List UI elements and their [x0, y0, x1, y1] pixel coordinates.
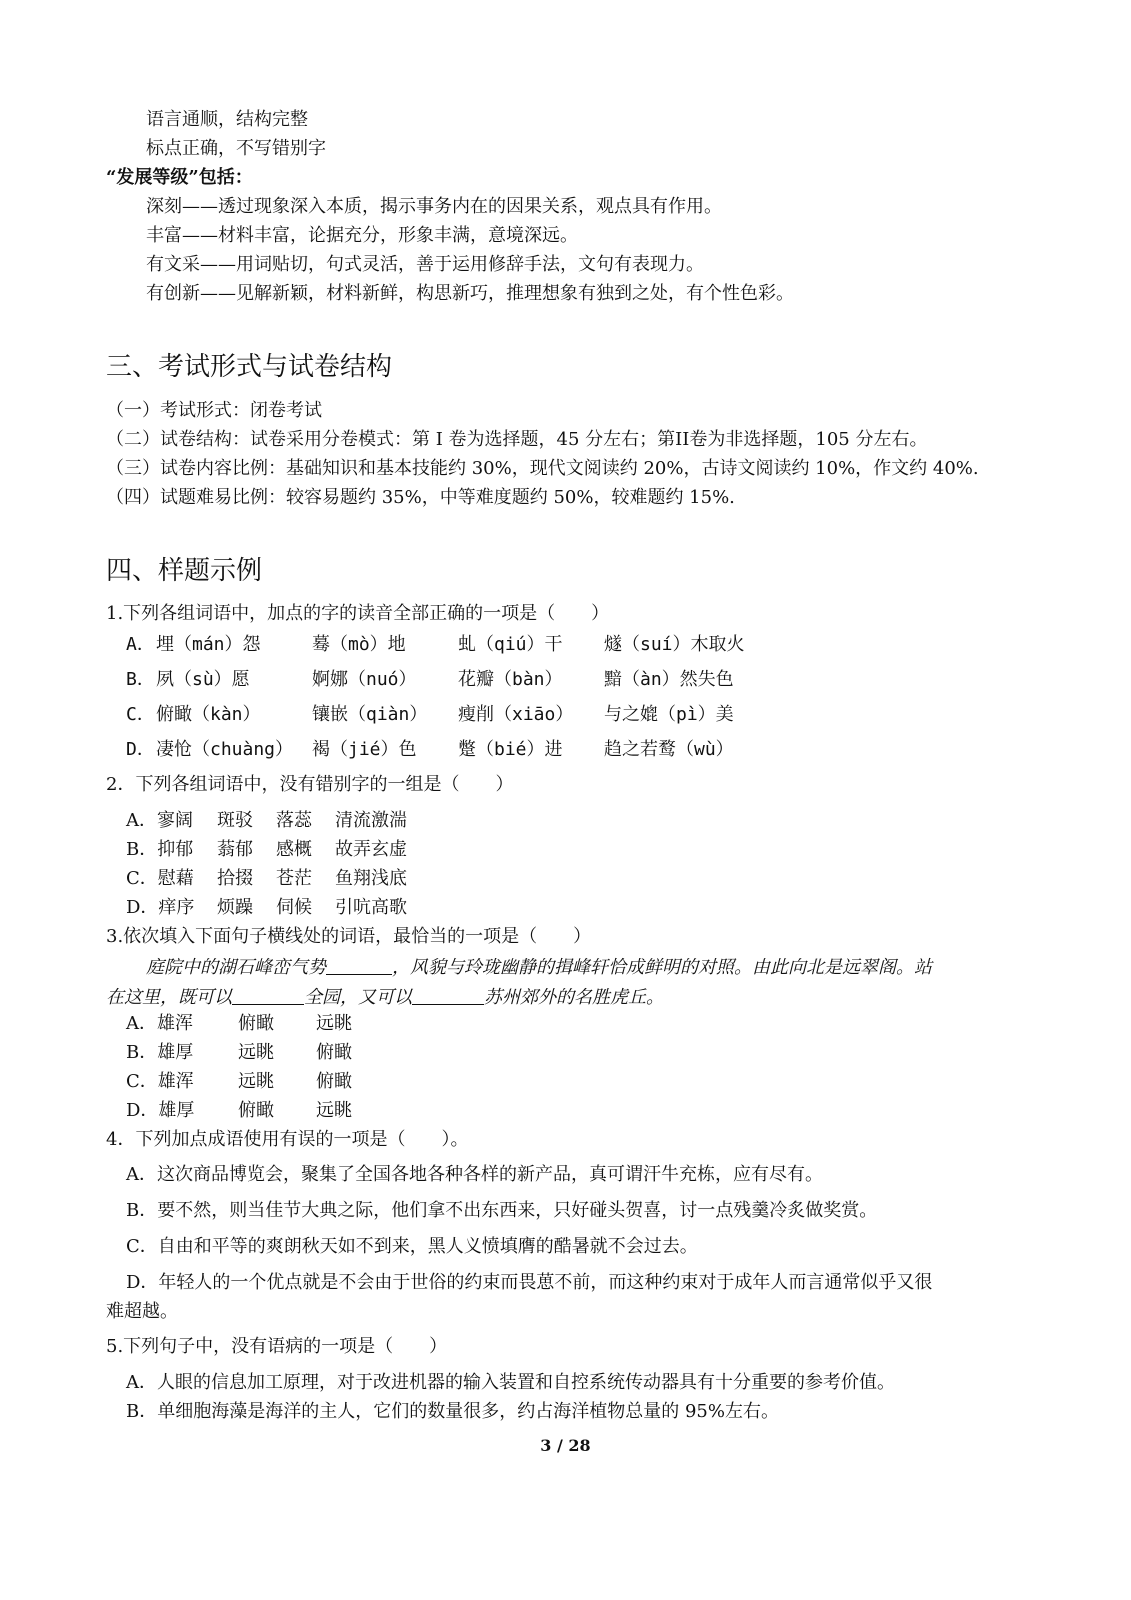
q1-word: 燧（suí）木取火 [604, 634, 745, 655]
q3-word: 远眺 [238, 1071, 274, 1092]
q2-word: 蓊郁 [217, 839, 253, 860]
q2-word: 鱼翔浅底 [335, 868, 407, 889]
q3-word: 俯瞰 [316, 1042, 352, 1063]
exam-structure-item: （二）试卷结构：试卷采用分卷模式：第 I 卷为选择题，45 分左右；第II卷为非选择题，105 分左右。 [106, 429, 928, 450]
q1-word: 趋之若鹜（wù） [604, 739, 734, 760]
passage-text: ，风貌与玲珑幽静的揖峰轩恰成鲜明的对照。由此向北是远翠阁。站 [392, 957, 932, 978]
question-4-stem: 4．下列加点成语使用有误的一项是（ ）。 [106, 1129, 469, 1150]
exam-form-item: （一）考试形式：闭卷考试 [106, 400, 322, 421]
q1-option-letter: D． [126, 739, 155, 760]
q2-word: 故弄玄虚 [335, 839, 407, 860]
q3-word: 远眺 [316, 1100, 352, 1121]
q1-word: 夙（sù）愿 [156, 669, 250, 690]
q1-word: 蓦（mò）地 [312, 634, 406, 655]
q1-word: 镶嵌（qiàn） [312, 704, 428, 725]
q3-word: 远眺 [238, 1042, 274, 1063]
q1-word: 蹩（bié）进 [458, 739, 563, 760]
q3-word: 远眺 [316, 1013, 352, 1034]
passage-text: 庭院中的湖石峰峦气势 [146, 957, 326, 978]
difficulty-ratio-item: （四）试题难易比例：较容易题约 35%，中等难度题约 50%，较难题约 15%. [106, 487, 735, 508]
criteria-line-1: 语言通顺，结构完整 [146, 109, 308, 130]
q1-option-letter: B． [126, 669, 155, 690]
q4-option-b: B．要不然，则当佳节大典之际，他们拿不出东西来，只好碰头贺喜，讨一点残羹冷炙做奖赏。 [126, 1200, 878, 1221]
q4-option-c: C．自由和平等的爽朗秋天如不到来，黑人义愤填膺的酷暑就不会过去。 [126, 1236, 698, 1257]
q3-option: C．雄浑 [126, 1071, 194, 1092]
q1-word: 褐（jié）色 [312, 739, 417, 760]
q4-option-d-line-2: 难超越。 [106, 1301, 178, 1322]
q4-option-d-line-1: D．年轻人的一个优点就是不会由于世俗的约束而畏葸不前，而这种约束对于成年人而言通常似乎又很 [126, 1272, 933, 1293]
q2-word: 清流激湍 [335, 810, 407, 831]
q1-word: 瘦削（xiāo） [458, 704, 574, 725]
q1-word: 俯瞰（kàn） [156, 704, 261, 725]
q1-word: 凄怆（chuàng） [156, 739, 294, 760]
q1-word: 花瓣（bàn） [458, 669, 563, 690]
development-item-richness: 丰富——材料丰富，论据充分，形象丰满，意境深远。 [146, 225, 578, 246]
q1-word: 埋（mán）怨 [156, 634, 261, 655]
q5-option-a: A．人眼的信息加工原理，对于改进机器的输入装置和自控系统传动器具有十分重要的参考价值。 [126, 1372, 895, 1393]
section-4-heading: 四、样题示例 [106, 556, 263, 586]
q2-word: 拾掇 [217, 868, 253, 889]
q2-word: 苍茫 [276, 868, 312, 889]
q1-word: 与之媲（pì）美 [604, 704, 734, 725]
passage-text: 全园，又可以 [304, 987, 412, 1008]
question-1-stem: 1.下列各组词语中，加点的字的读音全部正确的一项是（ ） [106, 603, 610, 624]
section-3-heading: 三、考试形式与试卷结构 [106, 352, 393, 382]
q2-option: B．抑郁 [126, 839, 194, 860]
q1-option-letter: A． [126, 634, 155, 655]
q5-option-b: B．单细胞海藻是海洋的主人，它们的数量很多，约占海洋植物总量的 95%左右。 [126, 1401, 779, 1422]
q2-word: 落蕊 [276, 810, 312, 831]
q3-word: 俯瞰 [238, 1100, 274, 1121]
passage-text: 苏州郊外的名胜虎丘。 [484, 987, 664, 1008]
fill-blank-1 [326, 956, 392, 975]
q1-word: 虬（qiú）干 [458, 634, 563, 655]
q2-word: 引吭高歌 [335, 897, 407, 918]
q1-word: 婀娜（nuó） [312, 669, 417, 690]
development-item-innovation: 有创新——见解新颖，材料新鲜，构思新巧，推理想象有独到之处，有个性色彩。 [146, 283, 794, 304]
question-3-passage-line-1 [146, 955, 932, 981]
q3-option: A．雄浑 [126, 1013, 193, 1034]
q2-word: 伺候 [276, 897, 312, 918]
q2-option: C．慰藉 [126, 868, 194, 889]
development-level-title: “发展等级”包括： [106, 167, 253, 188]
question-3-stem: 3.依次填入下面句子横线处的词语，最恰当的一项是（ ） [106, 926, 592, 947]
q1-option-letter: C． [126, 704, 155, 725]
q3-word: 俯瞰 [238, 1013, 274, 1034]
q3-word: 俯瞰 [316, 1071, 352, 1092]
criteria-line-2: 标点正确，不写错别字 [146, 138, 326, 159]
fill-blank-3 [412, 986, 484, 1005]
question-2-stem: 2．下列各组词语中，没有错别字的一组是（ ） [106, 774, 514, 795]
content-ratio-item: （三）试卷内容比例：基础知识和基本技能约 30%，现代文阅读约 20%，古诗文阅读约 10%，作文约 40%. [106, 458, 979, 479]
passage-text: 在这里，既可以 [106, 987, 232, 1008]
question-5-stem: 5.下列句子中，没有语病的一项是（ ） [106, 1336, 448, 1357]
q2-option: D．痒序 [126, 897, 195, 918]
q2-word: 烦躁 [217, 897, 253, 918]
question-3-passage-line-2 [106, 985, 664, 1011]
q4-option-a: A．这次商品博览会，聚集了全国各地各种各样的新产品，真可谓汗牛充栋，应有尽有。 [126, 1164, 823, 1185]
q3-option: B．雄厚 [126, 1042, 194, 1063]
q2-word: 斑驳 [217, 810, 253, 831]
q1-word: 黯（àn）然失色 [604, 669, 734, 690]
fill-blank-2 [232, 986, 304, 1005]
page-number: 3 / 28 [540, 1436, 591, 1455]
q2-option: A．寥阔 [126, 810, 193, 831]
q3-option: D．雄厚 [126, 1100, 195, 1121]
q2-word: 感概 [276, 839, 312, 860]
development-item-depth: 深刻——透过现象深入本质，揭示事务内在的因果关系，观点具有作用。 [146, 196, 722, 217]
development-item-literary: 有文采——用词贴切，句式灵活，善于运用修辞手法，文句有表现力。 [146, 254, 704, 275]
